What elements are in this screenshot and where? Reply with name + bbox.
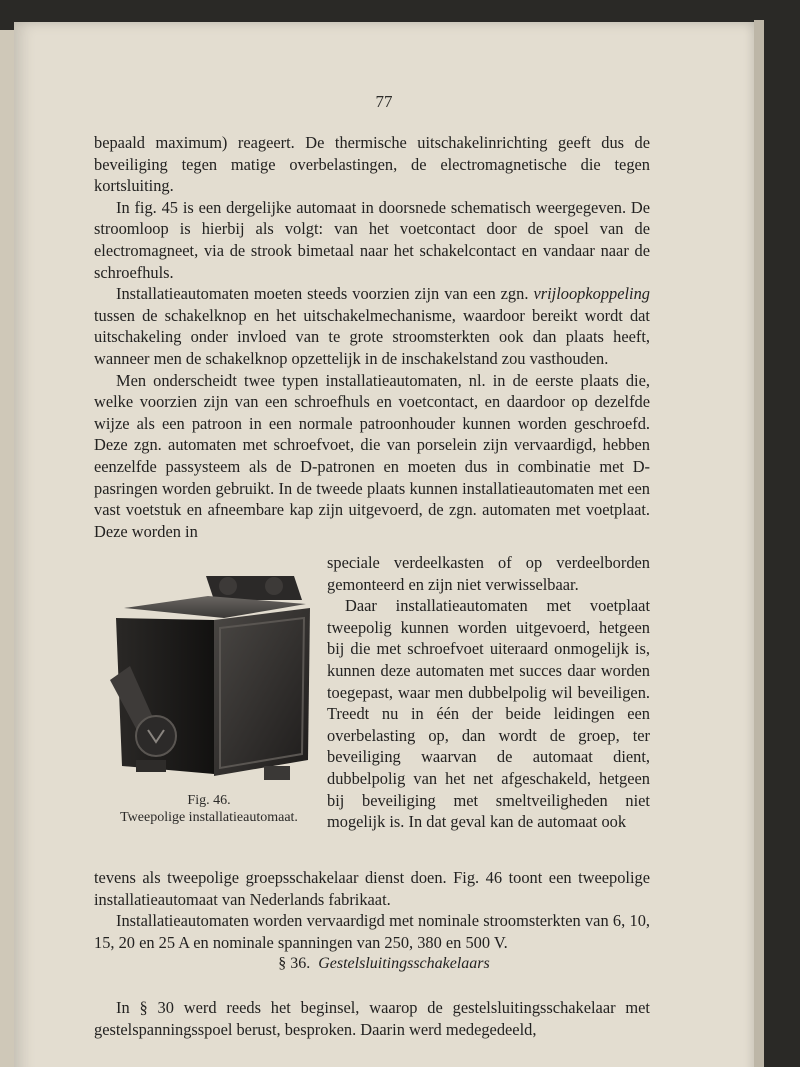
paragraph-text: tussen de schakelknop en het uitschakelmechanisme, waardoor bereikt wordt dat uitschakeling onder invloed van te grote stroomsterkten ook dan plaats heeft, wanneer men de schakelknop opzettelijk in de inschakelstand zou vasthouden. — [94, 305, 650, 368]
paragraph-text: Installatieautomaten moeten steeds voorzien zijn van een zgn. — [116, 284, 534, 304]
section-number: § 36. — [278, 955, 311, 972]
page-stack-edge — [754, 20, 764, 1067]
book-page — [14, 22, 754, 1067]
figure-label: Fig. 46. — [187, 793, 231, 808]
figure-caption — [84, 792, 334, 826]
text-column-top — [94, 132, 650, 542]
page-number: 77 — [375, 92, 393, 111]
paragraph: tevens als tweepolige groepsschakelaar dienst doen. Fig. 46 toont een tweepolige installatieautomaat van Nederlands fabrikaat. — [94, 868, 650, 909]
text-column-wrap — [327, 552, 650, 833]
circuit-breaker-illustration — [96, 570, 316, 788]
text-column-final — [94, 997, 650, 1040]
text-column-bottom — [94, 867, 650, 953]
paragraph: bepaald maximum) reageert. De thermische uitschakelinrichting geeft dus de beveiliging tegen matige overbelastingen, de electromagnetische die tegen kortsluiting. — [94, 133, 650, 196]
paragraph: Daar installatieautomaten met voetplaat tweepolig kunnen worden uitgevoerd, hetgeen bij die met schroefvoet uiteraard onmogelijk is, kunnen deze automaten met succes daar worden toegepast, waar men dubbelpolig wil beveiligen. Treedt nu in één der beide leidingen een overbelasting op, dan wordt de groep, ter beveiliging waarvan de automaat dient, dubbelpolig van het net afgeschakeld, hetgeen bij beveiliging met smeltveiligheden niet mogelijk is. In dat geval kan de automaat ook — [327, 596, 650, 832]
section-title: Gestelsluitingsschakelaars — [318, 955, 490, 972]
paragraph: In § 30 werd reeds het beginsel, waarop de gestelsluitingsschakelaar met gestelspanningsspoel berust, besproken. Daarin werd medegedeeld, — [94, 998, 650, 1039]
paragraph — [94, 283, 650, 369]
previous-page-edge — [0, 30, 14, 1067]
italic-term: vrijloopkoppeling — [533, 284, 650, 304]
paragraph: Installatieautomaten worden vervaardigd met nominale stroomsterkten van 6, 10, 15, 20 en 25 A en nominale spanningen van 250, 380 en 500 V. — [94, 911, 650, 952]
paragraph: speciale verdeelkasten of op verdeelborden gemonteerd en zijn niet verwisselbaar. — [327, 553, 650, 594]
paragraph: In fig. 45 is een dergelijke automaat in doorsnede schematisch weergegeven. De stroomloop is hierbij als volgt: van het voetcontact door de spoel van de electromagneet, via de strook bimetaal naar het schakelcontact en vandaar naar de schroefhuls. — [94, 197, 650, 282]
paragraph: Men onderscheidt twee typen installatieautomaten, nl. in de eerste plaats die, welke voorzien zijn van een schroefhuls en voetcontact, en daardoor op dezelfde wijze als een patroon in een normale patroonhouder kunnen worden geschroefd. Deze zgn. automaten met schroefvoet, die van porselein zijn vervaardigd, hebben eenzelfde passysteem als de D-patronen en moeten dus in combinatie met D-pasringen worden gebruikt. In de tweede plaats kunnen installatieautomaten met een vast voetstuk en afneembare kap zijn uitgevoerd, de zgn. automaten met voetplaat. Deze worden in — [94, 370, 650, 541]
figure-caption-text: Tweepolige installatieautomaat. — [120, 810, 298, 825]
section-heading — [14, 955, 754, 973]
figure-46-image — [96, 570, 316, 788]
